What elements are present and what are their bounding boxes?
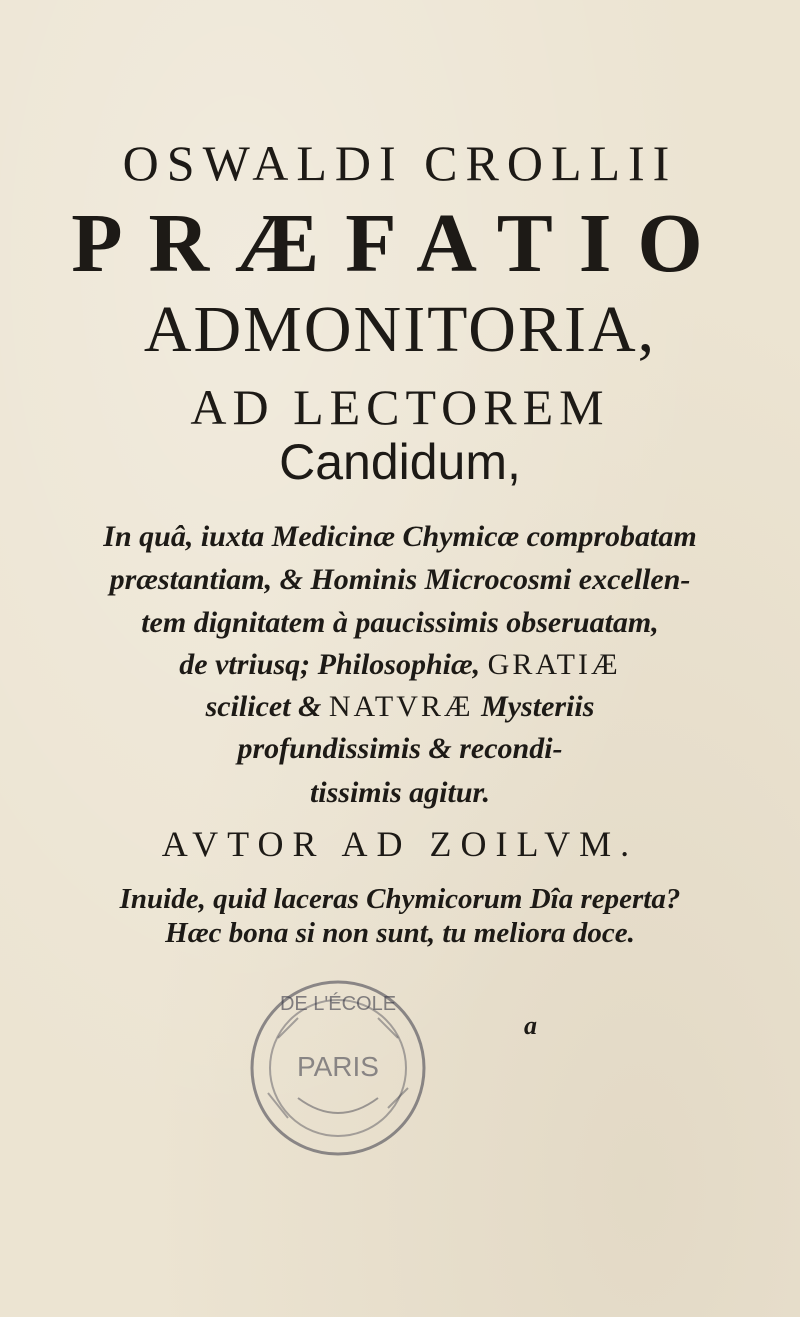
description-line-5-italic-b: Mysteriis bbox=[481, 690, 595, 723]
library-stamp bbox=[238, 968, 438, 1168]
description-line-2: præstantiam, & Hominis Microcosmi excellen- bbox=[109, 563, 691, 596]
description-line-7: tissimis agitur. bbox=[309, 776, 491, 809]
description-line-3: tem dignitatem à paucissimis obseruatam, bbox=[141, 606, 659, 639]
signature-mark: a bbox=[524, 1011, 537, 1040]
verse-line-2: Hæc bona si non sunt, tu meliora doce. bbox=[165, 917, 635, 949]
description-line-4-italic: de vtriusq; Philosophiæ, bbox=[179, 648, 481, 681]
description-line-1: In quâ, iuxta Medicinæ Chymicæ comprobatam bbox=[103, 520, 697, 553]
description-naturae: NATVRÆ bbox=[328, 690, 474, 723]
author-name: OSWALDI CROLLII bbox=[122, 135, 678, 191]
title-candidum: Candidum, bbox=[279, 434, 521, 490]
title-praefatio: PRÆFATIO bbox=[71, 197, 729, 290]
description-line-4 bbox=[0, 648, 800, 682]
title-ad-lectorem: AD LECTOREM bbox=[190, 379, 610, 435]
description-line-6: profundissimis & recondi- bbox=[237, 732, 563, 765]
stamp-top-text: DE L'ÉCOLE bbox=[279, 993, 397, 1015]
stamp-middle-text: PARIS bbox=[297, 1051, 379, 1082]
description-gratiae: GRATIÆ bbox=[487, 648, 621, 681]
description-line-5 bbox=[0, 690, 800, 724]
title-admonitoria: ADMONITORIA, bbox=[143, 293, 657, 366]
verse-line-1: Inuide, quid laceras Chymicorum Dîa reperta? bbox=[119, 883, 681, 915]
description-line-5-italic-a: scilicet & bbox=[205, 690, 322, 723]
motto-heading: AVTOR AD ZOILVM. bbox=[161, 824, 639, 864]
